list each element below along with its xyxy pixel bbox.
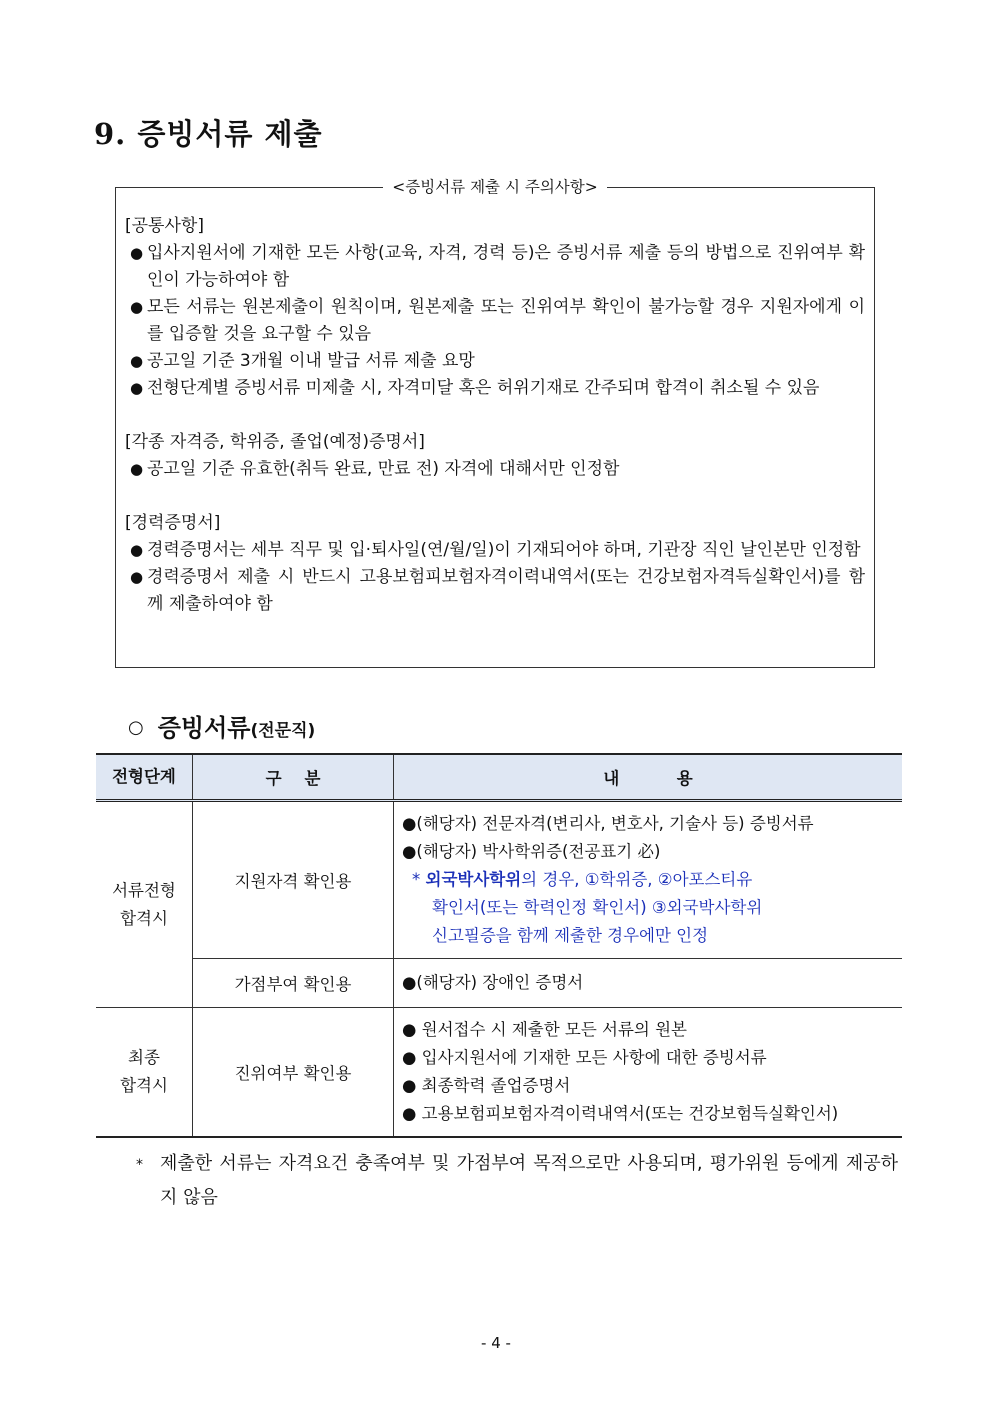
circle-bullet-icon: ○ <box>128 717 144 738</box>
bullet-icon: ● <box>130 568 144 586</box>
content-line: ● 고용보험피보험자격이력내역서(또는 건강보험득실확인서) <box>402 1104 839 1123</box>
content-line: ●(해당자) 박사학위증(전공표기 必) <box>402 842 661 861</box>
list-item: ● 입사지원서에 기재한 모든 사항(교육, 자격, 경력 등)은 증빙서류 제출 등의 방법으로 진위여부 확인이 가능하여야 함 <box>125 240 865 294</box>
category-cell: 가점부여 확인용 <box>193 959 394 1008</box>
list-item: ● 전형단계별 증빙서류 미제출 시, 자격미달 혹은 허위기재로 간주되며 합격이 취소될 수 있음 <box>125 375 865 402</box>
asterisk-icon: * <box>136 1157 143 1173</box>
career-list <box>125 537 865 618</box>
footnote-text: 제출한 서류는 자격요건 충족여부 및 가점부여 목적으로만 사용되며, 평가위원 등에게 제공하지 않음 <box>160 1153 898 1208</box>
bullet-icon: ● <box>130 460 144 478</box>
asterisk-icon: * <box>412 870 421 889</box>
content-line: ●(해당자) 장애인 증명서 <box>402 973 584 992</box>
category-cell: 진위여부 확인용 <box>193 1008 394 1138</box>
certificates-list <box>125 456 865 483</box>
note-line: * 외국박사학위의 경우, ①학위증, ②아포스티유 <box>412 870 753 889</box>
group-heading-common: [공통사항] <box>125 216 204 236</box>
subsection-title: ○ 증빙서류(전문직) <box>128 713 316 742</box>
notice-caption: <증빙서류 제출 시 주의사항> <box>116 177 874 197</box>
footnote <box>136 1147 898 1215</box>
list-item: ● 경력증명서 제출 시 반드시 고용보험피보험자격이력내역서(또는 건강보험자격득실확인서)를 함께 제출하여야 함 <box>125 564 865 618</box>
table-row <box>96 959 902 1008</box>
table-row <box>96 1008 902 1138</box>
content-cell <box>394 1008 903 1138</box>
section-title: 9. 증빙서류 제출 <box>94 117 323 151</box>
content-line: ● 입사지원서에 기재한 모든 사항에 대한 증빙서류 <box>402 1048 767 1067</box>
group-heading-certificates: [각종 자격증, 학위증, 졸업(예정)증명서] <box>125 432 425 452</box>
bullet-icon: ● <box>130 379 144 397</box>
notice-body <box>125 213 865 618</box>
stage-cell: 최종 합격시 <box>96 1008 193 1138</box>
list-item: ● 모든 서류는 원본제출이 원칙이며, 원본제출 또는 진위여부 확인이 불가능할 경우 지원자에게 이를 입증할 것을 요구할 수 있음 <box>125 294 865 348</box>
content-cell <box>394 801 903 959</box>
content-line: ● 최종학력 졸업증명서 <box>402 1076 571 1095</box>
page-number: - 4 - <box>481 1334 511 1352</box>
stage-cell: 서류전형 합격시 <box>96 801 193 1008</box>
list-item: ● 경력증명서는 세부 직무 및 입·퇴사일(연/월/일)이 기재되어야 하며, 기관장 직인 날인본만 인정함 <box>125 537 865 564</box>
header-category: 구 분 <box>193 754 394 801</box>
documents-table <box>96 753 902 1138</box>
group-heading-career: [경력증명서] <box>125 513 221 533</box>
list-item: ● 공고일 기준 3개월 이내 발급 서류 제출 요망 <box>125 348 865 375</box>
note-line: 확인서(또는 학력인정 확인서) ③외국박사학위 <box>432 898 763 917</box>
notice-box <box>115 178 875 668</box>
table-header-row <box>96 754 902 801</box>
note-line: 신고필증을 함께 제출한 경우에만 인정 <box>432 926 709 945</box>
content-line: ● 원서접수 시 제출한 모든 서류의 원본 <box>402 1020 687 1039</box>
table-row <box>96 801 902 959</box>
category-cell: 지원자격 확인용 <box>193 801 394 959</box>
list-item: ● 공고일 기준 유효한(취득 완료, 만료 전) 자격에 대해서만 인정함 <box>125 456 865 483</box>
bullet-icon: ● <box>130 298 144 316</box>
bullet-icon: ● <box>130 244 144 262</box>
bullet-icon: ● <box>130 352 144 370</box>
header-content: 내 용 <box>394 754 903 801</box>
content-cell <box>394 959 903 1008</box>
header-stage: 전형단계 <box>96 754 193 801</box>
bullet-icon: ● <box>130 541 144 559</box>
common-list <box>125 240 865 402</box>
content-line: ●(해당자) 전문자격(변리사, 변호사, 기술사 등) 증빙서류 <box>402 814 814 833</box>
